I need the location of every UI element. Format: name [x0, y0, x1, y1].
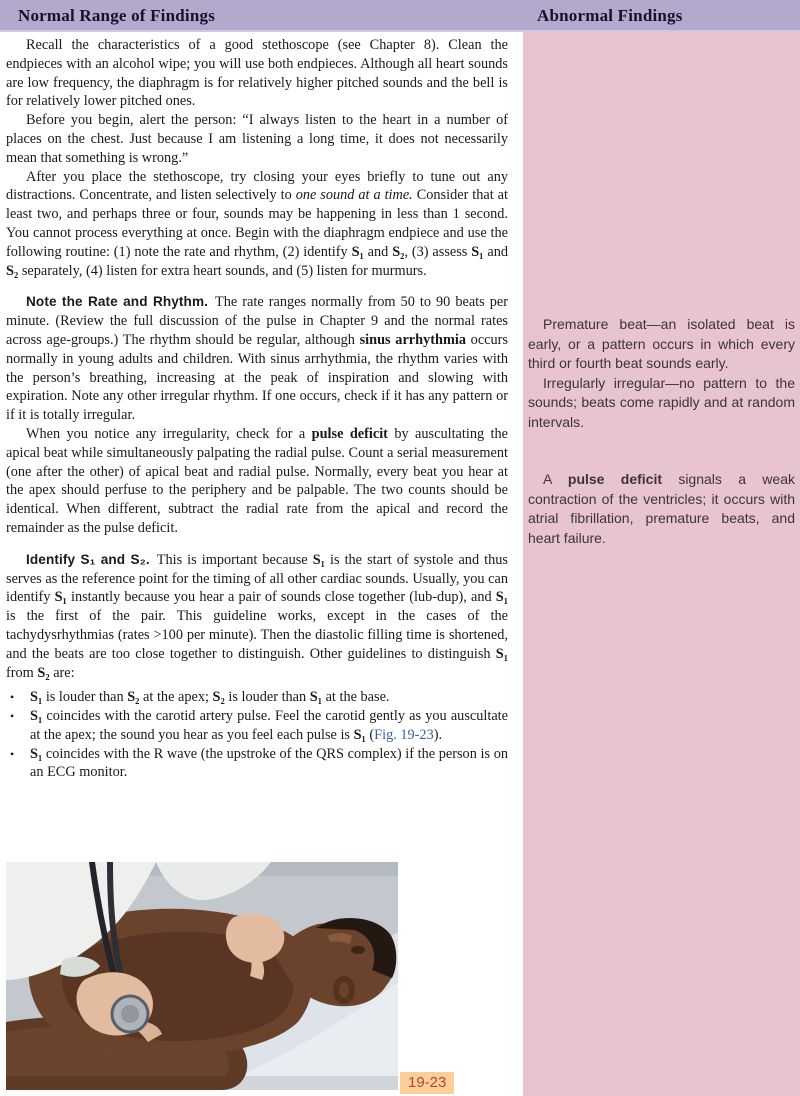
abnormal-note-rhythm — [528, 32, 795, 432]
s1-s2-guidelines-list — [6, 688, 508, 782]
paragraph-pulse-deficit: When you notice any irregularity, check for a pulse deficit by auscultating the apical beat while simultaneously palpating the radial pulse. Count a serial measurement (one after the other) of apical beat and radial pulse. Normally, every beat you hear at the apex should perfuse to the periphery and be palpable. The two counts should be identical. When different, subtract the radial rate from the apical and record the remainder as the pulse deficit. — [6, 425, 508, 536]
figure-number-badge: 19-23 — [400, 1072, 454, 1094]
auscultation-photo — [6, 862, 398, 1090]
list-item: • S₁ is louder than S₂ at the apex; S₂ is louder than S₁ at the base. — [6, 688, 508, 707]
list-item: • S₁ coincides with the carotid artery pulse. Feel the carotid gently as you auscultate at the apex; the sound you hear as you feel each pulse is S₁ (Fig. 19-23). — [6, 707, 508, 745]
column-header-band — [0, 0, 800, 32]
abnormal-note-pulse-deficit — [528, 432, 795, 548]
list-item: • S₁ coincides with the R wave (the upstroke of the QRS complex) if the person is on an ECG monitor. — [6, 745, 508, 783]
paragraph-identify-s1-s2: Identify S₁ and S₂. This is important because S₁ is the start of systole and thus serves as the reference point for the timing of all other cardiac sounds. Usually, you can identify S₁ instantly because you hear a pair of sounds close together (lub-dup), and S₁ is the first of the pair. This guideline works, except in the cases of the tachydysrhythmias (rates >100 per minute). Then the diastolic filling time is shortened, and the beats are too close together to distinguish. Other guidelines to distinguish S₁ from S₂ are: — [6, 551, 508, 681]
inline-section-heading: Identify S₁ and S₂. — [26, 551, 150, 567]
abnormal-findings-column-title: Abnormal Findings — [537, 6, 683, 25]
figure-reference-link[interactable]: Fig. 19-23 — [374, 726, 434, 743]
paragraph-listening-routine: After you place the stethoscope, try closing your eyes briefly to tune out any distractions. Concentrate, and listen selectively to one sound at a time. Consider that at least two, and perhaps three or four, sounds may be happening in less than 1 second. You cannot process everything at once. Begin with the diaphragm endpiece and use the following routine: (1) note the rate and rhythm, (2) identify S₁ and S₂, (3) assess S₁ and S₂ separately, (4) listen for extra heart sounds, and (5) listen for murmurs. — [6, 168, 508, 279]
abnormal-paragraph: A pulse deficit signals a weak contraction of the ventricles; it occurs with atrial fibrillation, premature beats, and heart failure. — [528, 471, 795, 546]
paragraph-stethoscope: Recall the characteristics of a good stethoscope (see Chapter 8). Clean the endpieces with an alcohol wipe; you will use both endpieces. Although all heart sounds are low frequency, the diaphragm is for relatively higher pitched sounds and the bell is for relatively lower pitched ones. — [6, 37, 508, 110]
abnormal-paragraph: Premature beat—an isolated beat is early, or a pattern occurs in which every third or fourth beat sounds early. — [528, 316, 795, 371]
normal-findings-column-title: Normal Range of Findings — [18, 6, 216, 25]
paragraph-rate-and-rhythm: Note the Rate and Rhythm. The rate ranges normally from 50 to 90 beats per minute. (Review the full discussion of the pulse in Chapter 9 and the normal rates across age-groups.) The rhythm should be regular, although sinus arrhythmia occurs normally in young adults and children. With sinus arrhythmia, the rhythm varies with the person’s breathing, increasing at the peak of inspiration and slowing with expiration. Note any other irregular rhythm. If one occurs, check if it has any pattern or if it is totally irregular. — [6, 294, 508, 424]
abnormal-paragraph: Irregularly irregular—no pattern to the sounds; beats come rapidly and at random intervals. — [528, 374, 795, 430]
inline-section-heading: Note the Rate and Rhythm. — [26, 294, 209, 310]
paragraph-alert-person: Before you begin, alert the person: “I always listen to the heart in a number of places on the chest. Just because I am listening a long time, it does not necessarily mean that something is wrong.” — [6, 112, 508, 166]
abnormal-findings-column — [523, 32, 800, 1096]
normal-findings-column — [6, 36, 508, 782]
